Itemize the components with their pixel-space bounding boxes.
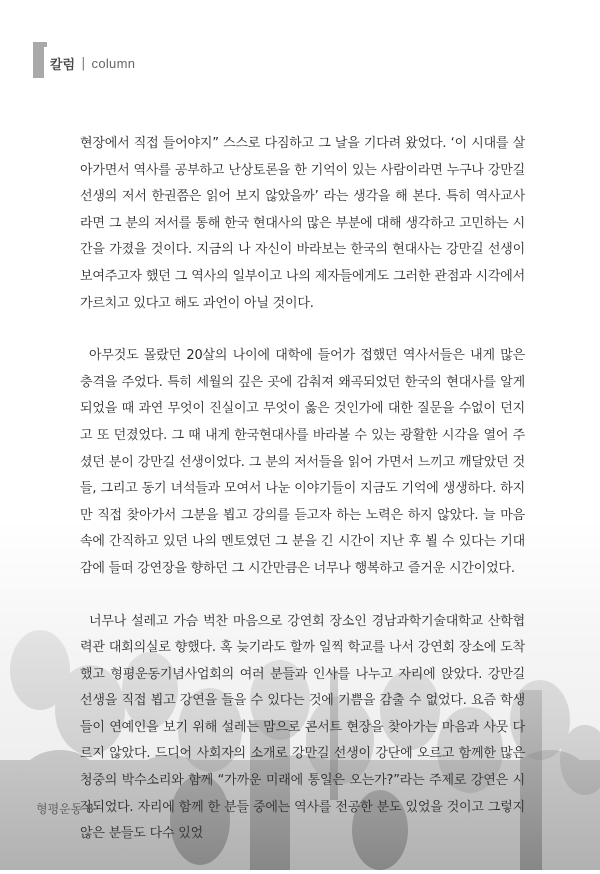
section-corner-mark: [33, 42, 44, 78]
header-separator: |: [81, 56, 86, 71]
page-number-label: 형평운동 8: [36, 802, 94, 816]
page-footer: [36, 800, 94, 817]
paragraph-2: 아무것도 몰랐던 20살의 나이에 대학에 들어가 접했던 역사서들은 내게 많은 충격을 주었다. 특히 세월의 깊은 곳에 감춰져 왜곡되었던 한국의 현대사를 알게 되었을 때 과연 무엇이 진실이고 무엇이 옳은 것인가에 대한 질문을 수없이 던지고 또 던졌었다. 그 때 내게 한국현대사를 바라볼 수 있는 광활한 시각을 열어 주셨던 분이 강만길 선생이었다. 그 분의 저서들을 읽어 가면서 느끼고 깨달았던 것들, 그리고 동기 녀석들과 모여서 나눈 이야기들이 지금도 기억에 생생하다. 하지만 직접 찾아가서 그분을 뵙고 강의를 듣고자 하는 노력은 하지 않았다. 늘 마음속에 간직하고 있던 나의 멘토였던 그 분을 긴 시간이 지난 후 뵐 수 있다는 기대감에 들떠 강연장을 향하던 그 시간만큼은 너무나 행복하고 즐거운 시간이었다.: [80, 348, 525, 576]
paragraph-3: 너무나 설레고 가슴 벅찬 마음으로 강연회 장소인 경남과학기술대학교 산학협력관 대회의실로 향했다. 혹 늦기라도 할까 일찍 학교를 나서 강연회 장소에 도착했고 형평운동기념사업회의 여러 분들과 인사를 나누고 자리에 앉았다. 강만길 선생을 직접 뵙고 강연을 들을 수 있다는 것에 기쁨을 감출 수 없었다. 요즘 학생들이 연예인을 보기 위해 설레는 맘으로 콘서트 현장을 찾아가는 마음과 사뭇 다르지 않았다. 드디어 사회자의 소개로 강만길 선생이 강단에 오르고 함께한 많은 청중의 박수소리와 함께 “가까운 미래에 통일은 오는가?”라는 주제로 강연은 시작되었다. 자리에 함께 한 분들 중에는 역사를 전공한 분도 있었을 것이고 그렇지 않은 분들도 다수 있었: [80, 613, 525, 842]
paragraph-1: 현장에서 직접 들어야지” 스스로 다짐하고 그 날을 기다려 왔었다. ‘이 시대를 살아가면서 역사를 공부하고 난상토론을 한 기억이 있는 사람이라면 누구나 강만길 선생의 저서 한권쯤은 읽어 보지 않았을까’ 라는 생각을 해 본다. 특히 역사교사라면 그 분의 저서를 통해 한국 현대사의 많은 부분에 대해 생각하고 고민하는 시간을 가졌을 것이다. 지금의 나 자신이 바라보는 한국의 현대사는 강만길 선생이 보여주고자 했던 그 역사의 일부이고 나의 제자들에게도 그러한 관점과 시각에서 가르치고 있다고 해도 과언이 아닐 것이다.: [80, 136, 525, 311]
page-header: [50, 54, 135, 73]
header-category-en: column: [91, 56, 136, 71]
article-body: [80, 131, 525, 874]
header-category-ko: 칼럼: [50, 58, 76, 73]
